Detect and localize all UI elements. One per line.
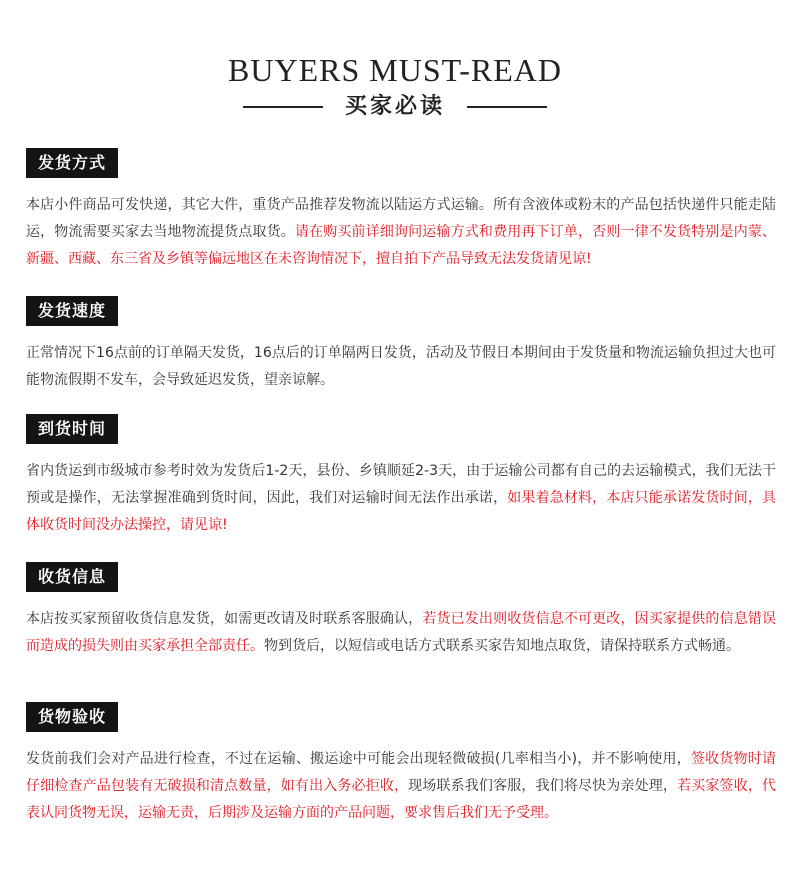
- warning-text: 请在购买前详细询问运输方式和费用再下订单，否则一律不发货特别是内蒙、新疆、西藏、东三省及乡镇等偏远地区在未咨询情况下，擅自拍下产品导致无法发货请见谅!: [26, 224, 776, 267]
- page-title-en: BUYERS MUST-READ: [228, 52, 562, 88]
- section-receiving-info: [26, 562, 776, 660]
- warning-text: 如果着急材料，本店只能承诺发货时间，具体收货时间没办法操控，请见谅!: [26, 490, 777, 533]
- section-shipping-method: [26, 148, 776, 273]
- page-title-row: [0, 92, 790, 122]
- body-text: 本店小件商品可发快递，其它大件，重货产品推荐发物流以陆运方式运输。所有含液体或粉末的产品包括快递件只能走陆运，物流需要买家去当地物流提货点取货。: [26, 197, 776, 240]
- section-body: [26, 192, 776, 273]
- title-divider-right: [467, 106, 547, 108]
- body-text: 正常情况下16点前的订单隔天发货，16点后的订单隔两日发货，活动及节假日本期间由于发货量和物流运输负担过大也可能物流假期不发车，会导致延迟发货，望亲谅解。: [26, 345, 776, 388]
- section-label: 收货信息: [26, 562, 118, 592]
- section-label: 到货时间: [26, 414, 118, 444]
- warning-text-2: 若买家签收，代表认同货物无误，运输无责，后期涉及运输方面的产品问题，要求售后我们无予受理。: [26, 778, 777, 821]
- section-label: 发货方式: [26, 148, 118, 178]
- section-label: 发货速度: [26, 296, 118, 326]
- section-goods-inspection: [26, 702, 776, 827]
- page-header: [0, 50, 790, 122]
- section-shipping-speed: [26, 296, 776, 394]
- section-body: [26, 458, 776, 539]
- title-divider-left: [243, 106, 323, 108]
- body-text: 发货前我们会对产品进行检查，不过在运输、搬运途中可能会出现轻微破损(几率相当小)，并不影响使用，: [26, 751, 691, 767]
- warning-text: 若货已发出则收货信息不可更改，因买家提供的信息错误而造成的损失则由买家承担全部责任。: [26, 611, 777, 654]
- section-body: [26, 606, 776, 660]
- section-body: [26, 746, 776, 827]
- body-text-2: 物到货后，以短信或电话方式联系买家告知地点取货，请保持联系方式畅通。: [264, 638, 740, 654]
- section-body: [26, 340, 776, 394]
- warning-text: 签收货物时请仔细检查产品包装有无破损和清点数量，如有出入务必拒收，: [26, 751, 777, 794]
- body-text: 本店按买家预留收货信息发货，如需更改请及时联系客服确认，: [26, 611, 423, 627]
- body-text-2: 现场联系我们客服，我们将尽快为亲处理，: [408, 778, 678, 794]
- body-text: 省内货运到市级城市参考时效为发货后1-2天，县份、乡镇顺延2-3天，由于运输公司都有自己的去运输模式，我们无法干预或是操作，无法掌握准确到货时间，因此，我们对运输时间无法作出承诺，: [26, 463, 776, 506]
- section-label: 货物验收: [26, 702, 118, 732]
- page-title-cn: 买家必读: [344, 94, 445, 119]
- section-delivery-time: [26, 414, 776, 539]
